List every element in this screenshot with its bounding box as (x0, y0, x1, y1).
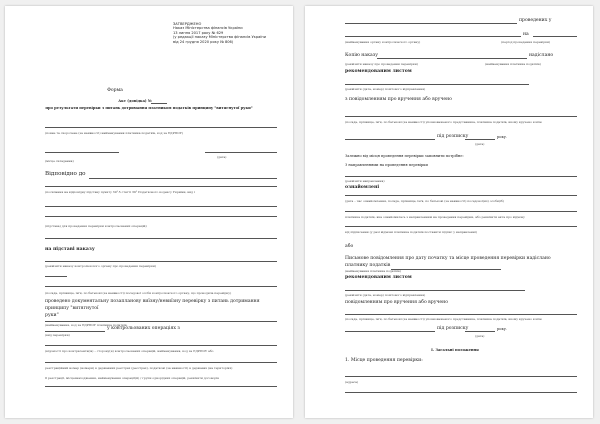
notice-line-2 (345, 314, 577, 315)
approval-line: 13 липня 2017 року № 629 (173, 30, 224, 35)
counterparty-line-3 (45, 386, 277, 387)
conducted-line-2: принципу "витягнутої (45, 306, 99, 311)
caption-refusal: від підписання (у разі відмови платника податків поставити підпис у направленні) (345, 230, 477, 234)
receipt-year-label-2: року. (497, 327, 507, 331)
notice-line (345, 116, 577, 117)
act-title: Акт (довідка) № (118, 99, 152, 103)
sent-label: надіслано (529, 53, 554, 58)
officials-line-2 (45, 286, 277, 287)
caption-basis: (посилання на відповідну підставу пункту 39¹.5 статті 39¹ Податкового кодексу України, вид і (45, 190, 195, 194)
caption-representative-2: (посада, прізвище, ім'я, по батькові (за наявності) уповноваженого представника, платника податків, якому вручено копію (345, 317, 543, 321)
place-line (45, 152, 119, 153)
acquainted-label: ознайомлені (345, 185, 380, 190)
receipt-line-1 (345, 139, 435, 140)
conducted-by-label: проведених у (519, 18, 552, 23)
officials-line-1 (45, 276, 67, 277)
caption-receipt-date-2: (дата) (475, 334, 485, 338)
conducted-line-1: проведено документальну позапланову виїзну/невиїзну перевірку з питань дотримання (45, 299, 260, 304)
acquaint-line-3 (345, 226, 577, 227)
period-line (533, 36, 577, 37)
caption-acquaint-time: (дата – час ознайомлення, посада, прізвище, ім'я, по батькові (за наявності) посадової(их) особи(іб) (345, 199, 504, 203)
conducted-by-line (345, 23, 517, 24)
caption-postal-details-2: (реквізити (дата, номер) поштового відправлення) (345, 293, 426, 297)
caption-registration-2: її реєстрації, місцезнаходження, найменування операції(й) / групи однорідних операцій, реквізити договорів (45, 376, 219, 380)
caption-date: (дата) (217, 155, 227, 159)
counterparty-line-1 (45, 345, 277, 346)
order-line (45, 261, 277, 262)
notice-label-2: повідомленням про вручення або вручено (345, 300, 448, 305)
letter-line-2 (345, 290, 525, 291)
caption-counterparty: (відомості про контрагента(ів) – сторону(и) контрольованих операцій, найменування, код за ЄДРПОУ або (45, 349, 214, 353)
acquaint-line-2 (345, 211, 577, 212)
written-notice-line-2: платнику податків (345, 263, 391, 268)
conducted-underline (45, 321, 277, 322)
form-title: Форма (107, 88, 123, 93)
registered-letter-label: рекомендованим листом (345, 69, 412, 74)
operations-label: у контрольованих операціях з (107, 326, 180, 331)
notice-label: з повідомленням про вручення або вручено (345, 97, 452, 102)
period-line-3 (45, 238, 277, 239)
period-line-2 (45, 216, 277, 217)
caption-taxpayer: (повне та скорочене (за наявності) найменування платника податків, код за ЄДРПОУ) (45, 131, 184, 135)
approval-line: Наказ Міністерства фінансів України (173, 26, 243, 31)
direction-label: З направленнями на проведення перевірки (345, 163, 428, 167)
written-notice-line-1: Письмове повідомлення про дату початку та місце проведення перевірки надіслано (345, 256, 551, 261)
caption-control-body: (найменування органу контролюючого органу) (345, 40, 421, 44)
according-to-label: Відповідно до (45, 171, 86, 177)
caption-check-period: (період проведення перевірки) (501, 40, 551, 44)
basis-line-1 (89, 178, 277, 179)
direction-line (345, 176, 577, 177)
caption-period: (підстава) для проведення перевірки контрольованих операцій) (45, 224, 147, 228)
conducted-line-3: руки" (45, 313, 59, 318)
caption-taxpayer-name-2: (найменування платника податків) (345, 269, 401, 273)
copy-line (377, 58, 527, 59)
acquaint-line-1 (345, 195, 577, 196)
written-notice-underline (391, 269, 501, 270)
receipt-label: під розписку (437, 134, 469, 139)
operations-line-1 (45, 331, 105, 332)
section-title: I. Загальні положення (431, 348, 479, 352)
left-page (5, 6, 293, 418)
registered-letter-label-2: рекомендованим листом (345, 275, 412, 280)
caption-name-code: (найменування, код за ЄДРПОУ платника податків, (45, 323, 128, 327)
entry-instruction: Залежно від місця проведення перевірки заповнити потрібне: (345, 154, 464, 158)
conducted-by-line-2 (345, 36, 521, 37)
caption-representative: (посада, прізвище, ім'я, по батькові (за наявності) уповноваженого представника, платника податків, якому вручено копію (345, 120, 543, 124)
address-line-2 (345, 392, 577, 393)
approval-line: ЗАТВЕРДЖЕНО (173, 22, 202, 26)
caption-order-details: (реквізити наказу про проведення перевірки) (345, 62, 418, 66)
na-label: на (523, 32, 529, 37)
caption-address: (адреса) (345, 380, 359, 384)
approval-block (173, 22, 266, 44)
act-number-line (151, 103, 167, 104)
approval-line: від 24 грудня 2020 року № 806) (173, 39, 234, 44)
act-subtitle: про результати перевірки з питань дотримання платником податків принципу "витягнутої руки" (45, 106, 253, 110)
caption-acquaint-official: платника податків, яка ознайомилась з направленням на проведення перевірки, або реквізити акта про відмову (345, 215, 525, 219)
caption-order: (реквізити наказу контролюючого органу про проведення перевірки) (45, 264, 156, 268)
receipt-line-3 (345, 331, 435, 332)
approval-line: (у редакції наказу Міністерства фінансів України (173, 35, 266, 40)
caption-postal-details: (реквізити (дата, номер) поштового відправлення) (345, 87, 426, 91)
counterparty-line-2 (45, 362, 277, 363)
caption-officials: (посада, прізвище, ім'я, по батькові (за наявності) посадової особи контролюючого органу, що проводила перевірку) (45, 291, 232, 295)
basis-line-2 (45, 186, 277, 187)
taxpayer-line (45, 127, 277, 128)
caption-taxpayer-name: (найменування платника податків) (485, 62, 541, 66)
period-line-1 (45, 206, 277, 207)
order-label: на підставі наказу (45, 247, 95, 252)
receipt-line-2 (465, 139, 495, 140)
letter-line (345, 84, 529, 85)
date-line (205, 152, 277, 153)
caption-registration: реєстраційний номер (номери) в державних реєстрах (реєстрах), податкові (за наявності) в державах (на територіях) (45, 366, 233, 370)
copy-label: Копію наказу (345, 53, 378, 58)
caption-receipt-date: (дата) (475, 142, 485, 146)
caption-place: (місце складання) (45, 159, 74, 163)
caption-direction: (реквізити направлення) (345, 179, 385, 183)
receipt-year-label: року. (497, 135, 507, 139)
caption-check-type: (вид перевірки) (45, 333, 70, 337)
right-page (305, 6, 593, 418)
or-label: або (345, 244, 354, 249)
receipt-line-4 (465, 331, 495, 332)
receipt-label-2: під розписку (437, 326, 469, 331)
address-line-1 (345, 376, 577, 377)
place-heading: 1. Місце проведення перевірки: (345, 358, 423, 363)
